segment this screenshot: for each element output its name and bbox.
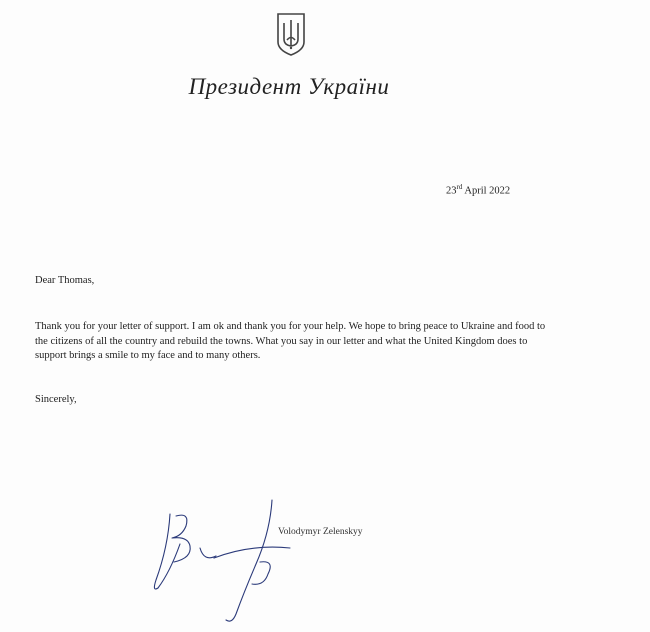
signer-name: Volodymyr Zelenskyy — [278, 527, 363, 537]
trident-emblem-icon — [276, 12, 306, 56]
salutation: Dear Thomas, — [35, 275, 95, 286]
letter-date: 23rd April 2022 — [446, 183, 511, 197]
closing: Sincerely, — [35, 394, 77, 405]
letter-body: Thank you for your letter of support. I am ok and thank you for your help. We hope to bring peace to Ukraine and food to the citizens of all the country and rebuild the towns. What you say in our letter and what the United Kingdom does to support brings a smile to my face and to many others. — [35, 321, 546, 361]
handwritten-signature-icon — [140, 492, 310, 632]
letterhead-title: Президент України — [188, 74, 390, 99]
